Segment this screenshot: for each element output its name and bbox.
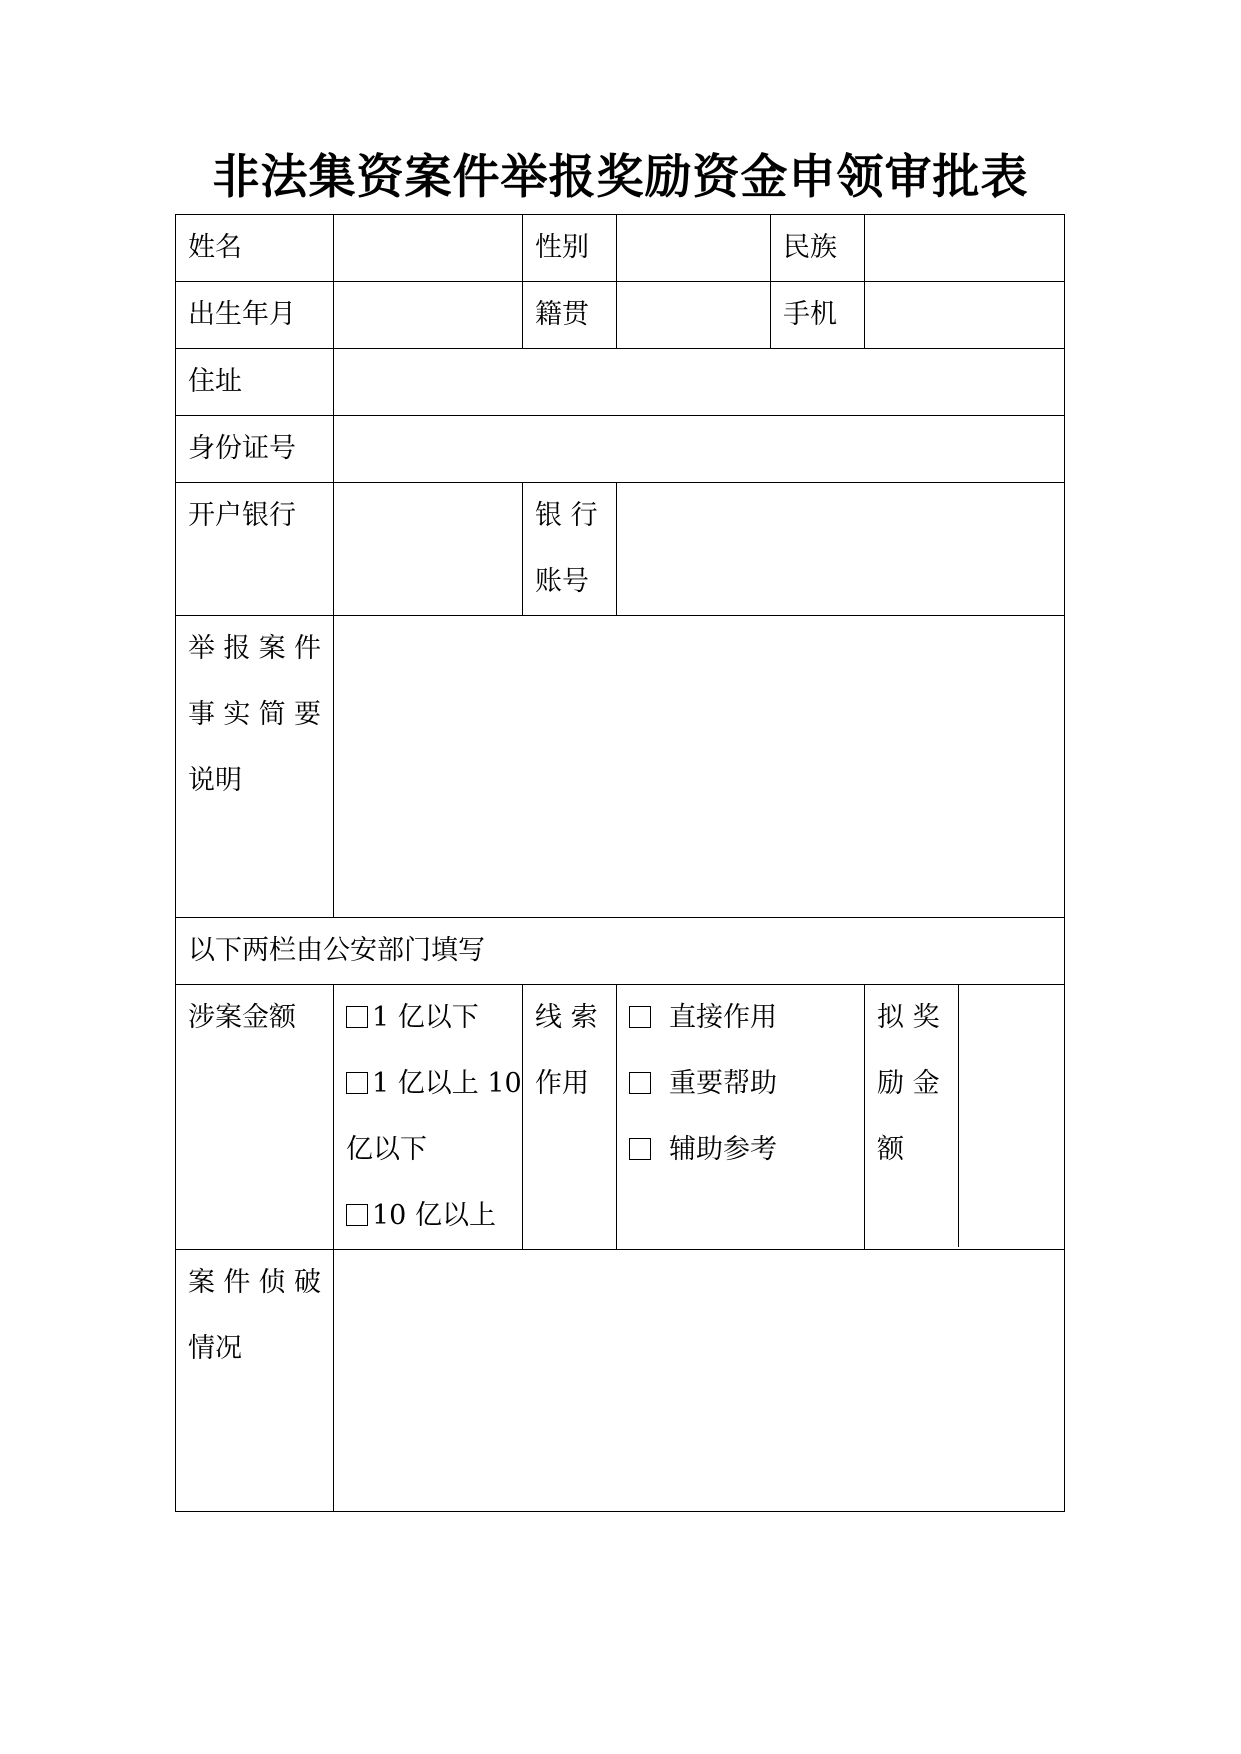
- row-name: [176, 215, 1065, 282]
- ethnicity-label: 民族: [771, 215, 865, 282]
- checkbox-icon[interactable]: [346, 1072, 368, 1094]
- clue-option-direct[interactable]: 直接作用: [629, 985, 852, 1051]
- case-solved-label-line2: 情况: [188, 1333, 242, 1364]
- case-solved-label: [176, 1250, 334, 1512]
- account-value-cell[interactable]: [617, 483, 1065, 616]
- row-case-solved: [176, 1250, 1065, 1512]
- mobile-label: 手机: [771, 282, 865, 349]
- application-form-table: [175, 214, 1065, 1512]
- case-summary-label-line3: 说明: [188, 765, 242, 796]
- birth-label: 出生年月: [176, 282, 334, 349]
- checkbox-icon[interactable]: [629, 1072, 651, 1094]
- case-solved-value-cell[interactable]: [334, 1250, 1065, 1512]
- account-label-line1: 银 行: [535, 500, 598, 531]
- clue-label-line1: 线 索: [535, 1002, 598, 1033]
- amount-label: 涉案金额: [176, 985, 334, 1250]
- case-summary-label-line1: 举报案件: [188, 633, 321, 664]
- address-label: 住址: [176, 349, 334, 416]
- id-number-value-cell[interactable]: [334, 416, 1065, 483]
- clue-label: [523, 985, 617, 1250]
- clue-label-line2: 作用: [535, 1068, 589, 1099]
- case-summary-label-line2: 事实简要: [188, 699, 321, 730]
- account-label-line2: 账号: [535, 566, 589, 597]
- checkbox-icon[interactable]: [629, 1006, 651, 1028]
- native-place-label: 籍贯: [523, 282, 617, 349]
- gender-label: 性别: [523, 215, 617, 282]
- clue-option-important[interactable]: 重要帮助: [629, 1051, 852, 1117]
- checkbox-icon[interactable]: [346, 1204, 368, 1226]
- page-title: 非法集资案件举报奖励资金申领审批表: [212, 150, 1029, 205]
- clue-option-auxiliary[interactable]: 辅助参考: [629, 1117, 852, 1183]
- case-summary-label: [176, 616, 334, 918]
- police-note: 以下两栏由公安部门填写: [176, 918, 1065, 985]
- bank-value-cell[interactable]: [334, 483, 523, 616]
- checkbox-icon[interactable]: [629, 1138, 651, 1160]
- reward-label-line3: 额: [877, 1134, 904, 1165]
- row-id-number: [176, 416, 1065, 483]
- birth-value-cell[interactable]: [334, 282, 523, 349]
- reward-label: [865, 985, 959, 1247]
- gender-value-cell[interactable]: [617, 215, 771, 282]
- amount-option-2-cont: 亿以下: [346, 1134, 427, 1165]
- case-summary-value-cell[interactable]: [334, 616, 1065, 918]
- reward-label-line1: 拟 奖: [877, 1002, 940, 1033]
- row-amount: [176, 985, 1065, 1250]
- row-address: [176, 349, 1065, 416]
- row-police-note: [176, 918, 1065, 985]
- id-number-label: 身份证号: [176, 416, 334, 483]
- case-solved-label-line1: 案件侦破: [188, 1267, 321, 1298]
- clue-options: [617, 985, 865, 1250]
- address-value-cell[interactable]: [334, 349, 1065, 416]
- mobile-value-cell[interactable]: [865, 282, 1065, 349]
- ethnicity-value-cell[interactable]: [865, 215, 1065, 282]
- reward-label-line2: 励 金: [877, 1068, 940, 1099]
- native-place-value-cell[interactable]: [617, 282, 771, 349]
- amount-option-1[interactable]: 1 亿以下: [346, 985, 518, 1051]
- reward-value-cell[interactable]: [959, 985, 1064, 1247]
- row-bank: [176, 483, 1065, 616]
- row-case-summary: [176, 616, 1065, 918]
- account-label: [523, 483, 617, 616]
- amount-options: [334, 985, 523, 1250]
- name-label: 姓名: [176, 215, 334, 282]
- reward-cell-group: [865, 985, 1065, 1250]
- checkbox-icon[interactable]: [346, 1006, 368, 1028]
- amount-option-3[interactable]: 10 亿以上: [346, 1183, 518, 1249]
- name-value-cell[interactable]: [334, 215, 523, 282]
- amount-option-2[interactable]: 1 亿以上 10: [346, 1051, 518, 1117]
- row-birth: [176, 282, 1065, 349]
- bank-label: 开户银行: [176, 483, 334, 616]
